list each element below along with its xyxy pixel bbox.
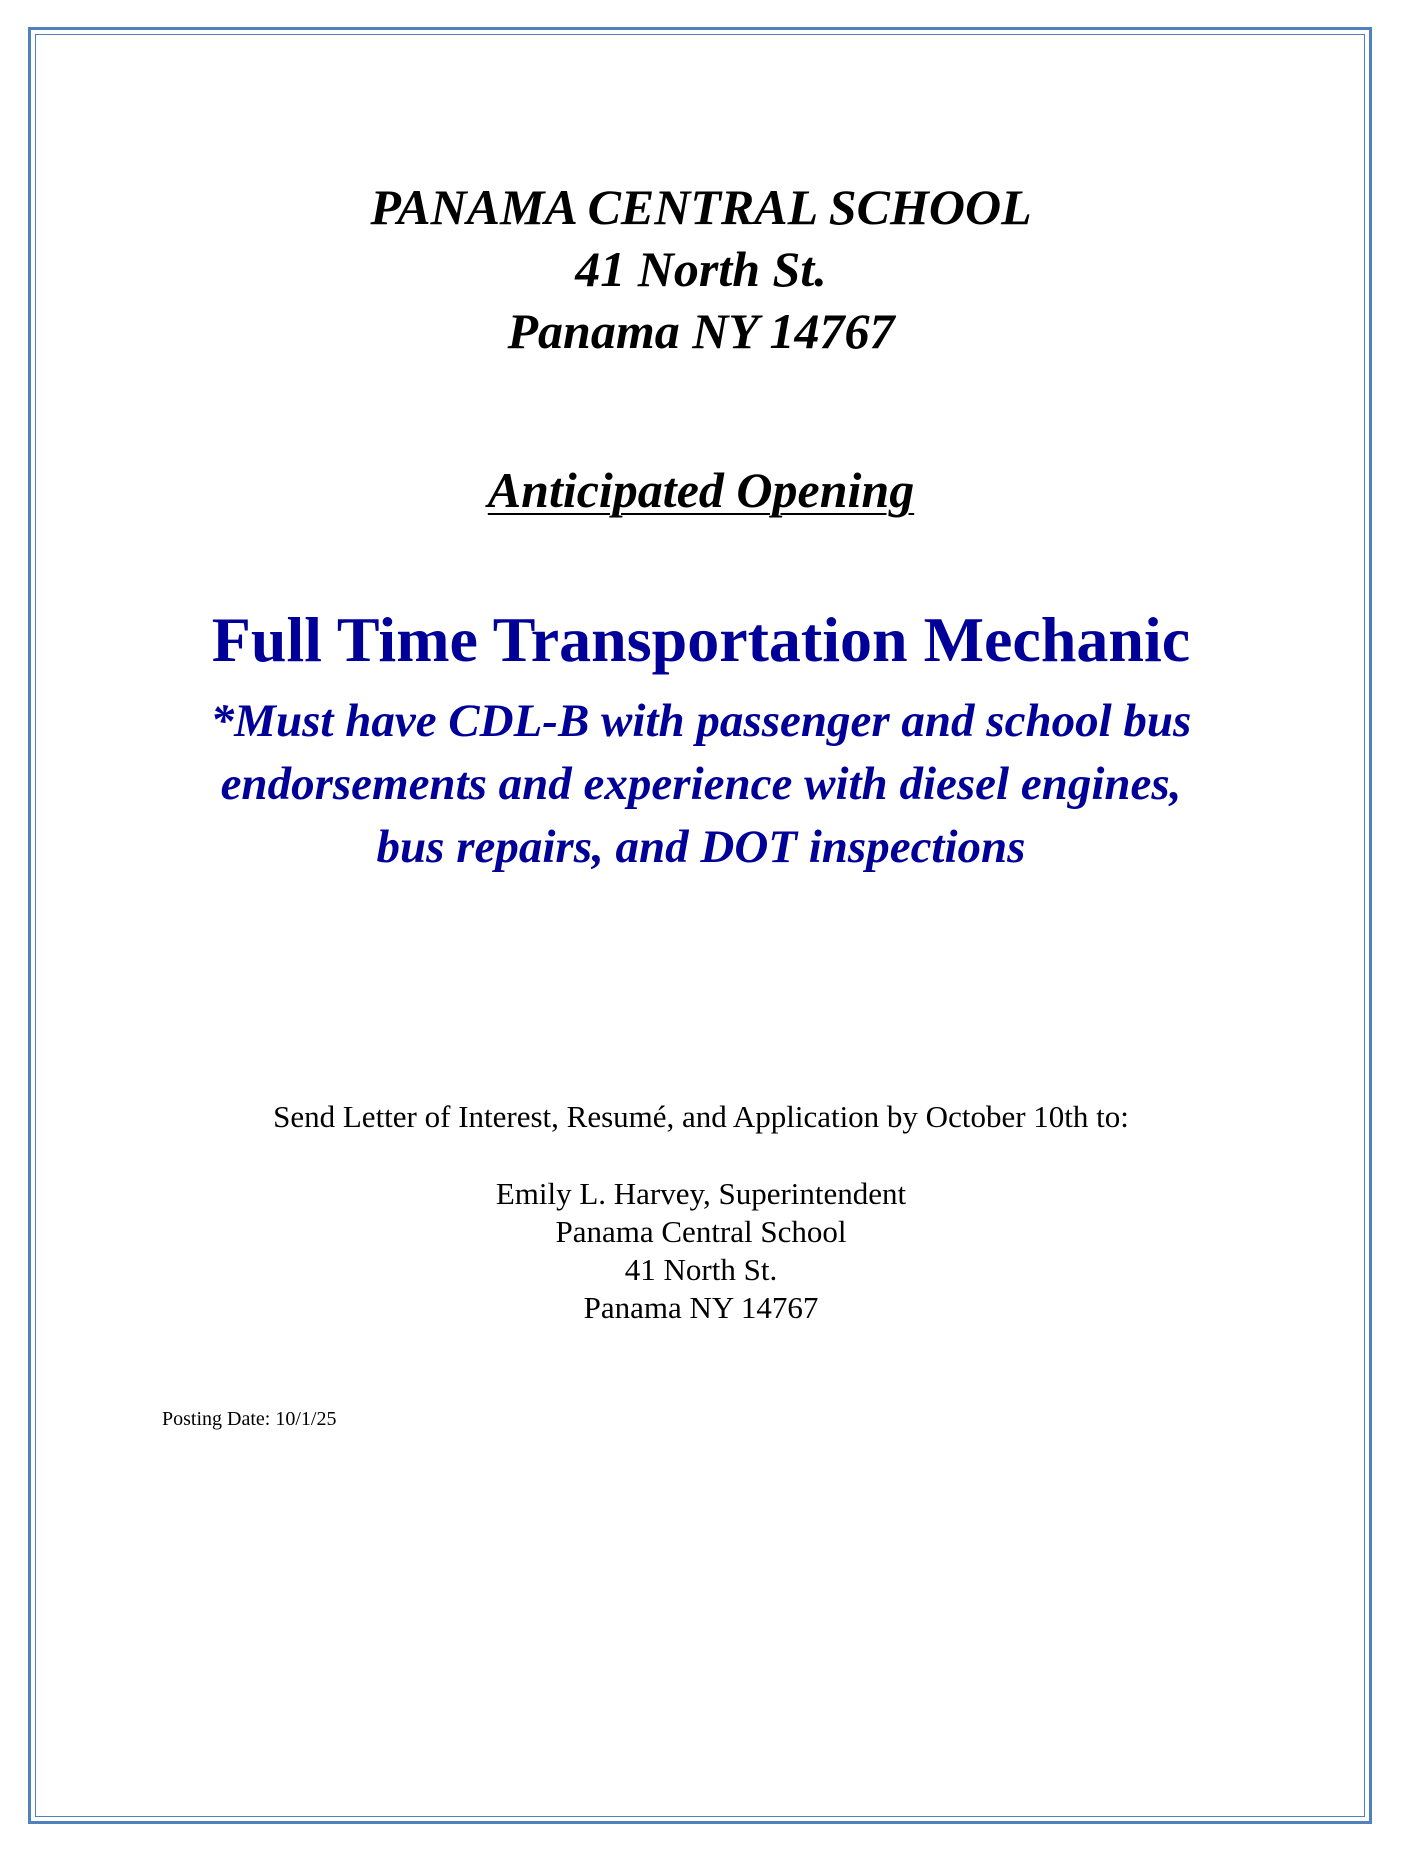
requirements-line: bus repairs, and DOT inspections bbox=[376, 821, 1026, 873]
posting-date: Posting Date: 10/1/25 bbox=[162, 1408, 337, 1430]
school-name: PANAMA CENTRAL SCHOOL bbox=[370, 179, 1032, 235]
job-requirements bbox=[0, 690, 1402, 879]
application-instructions: Send Letter of Interest, Resumé, and Application by October 10th to: bbox=[273, 1099, 1129, 1134]
requirements-line: *Must have CDL-B with passenger and school bus bbox=[210, 695, 1192, 747]
recipient-line: Emily L. Harvey, Superintendent bbox=[495, 1176, 907, 1211]
recipient-line: 41 North St. bbox=[624, 1252, 778, 1287]
school-street: 41 North St. bbox=[575, 241, 827, 297]
recipient-line: Panama Central School bbox=[555, 1214, 847, 1249]
opening-label: Anticipated Opening bbox=[487, 462, 915, 518]
school-city-state-zip: Panama NY 14767 bbox=[507, 303, 895, 359]
school-header bbox=[0, 176, 1402, 362]
recipient-address bbox=[0, 1175, 1402, 1327]
recipient-line: Panama NY 14767 bbox=[583, 1290, 819, 1325]
job-title: Full Time Transportation Mechanic bbox=[211, 604, 1191, 675]
requirements-line: endorsements and experience with diesel engines, bbox=[220, 758, 1182, 810]
